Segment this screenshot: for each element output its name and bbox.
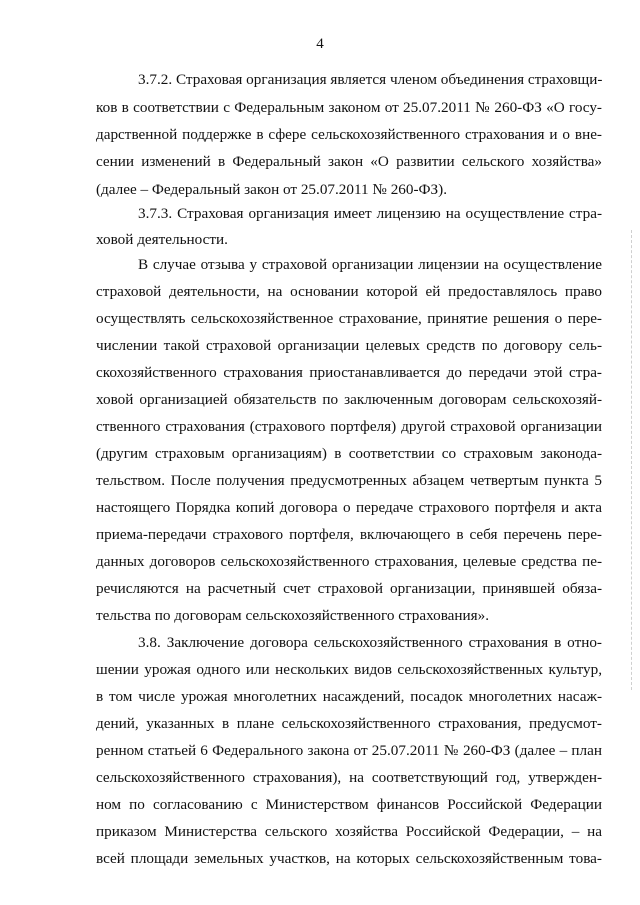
page-number: 4 xyxy=(316,36,324,52)
text-line: тельством. После получения предусмотренных абзацем четвертым пункта 5 xyxy=(96,472,602,489)
text-line: 3.8. Заключение договора сельскохозяйственного страхования в отно- xyxy=(138,634,602,651)
text-line: скохозяйственного страхования приостанавливается до передачи этой стра- xyxy=(96,364,602,381)
scan-edge-artifact xyxy=(630,230,632,690)
text-line: страховой деятельности, на основании которой ей предоставлялось право xyxy=(96,283,602,300)
text-line: приема-передачи страхового портфеля, включающего в себя перечень пере- xyxy=(96,526,602,543)
text-line: числении такой страховой организации целевых средств по договору сель- xyxy=(96,337,602,354)
text-line: (далее – Федеральный закон от 25.07.2011 № 260-ФЗ). xyxy=(96,181,448,198)
text-line: в том числе урожая многолетних насаждений, посадок многолетних насаж- xyxy=(96,688,602,705)
text-line: ном по согласованию с Министерством финансов Российской Федерации xyxy=(96,796,602,813)
text-line: речисляются на расчетный счет страховой организации, принявшей обяза- xyxy=(96,580,602,597)
text-line: тельства по договорам сельскохозяйственного страхования». xyxy=(96,607,490,624)
text-line: всей площади земельных участков, на которых сельскохозяйственным това- xyxy=(96,850,602,867)
text-line: шении урожая одного или нескольких видов сельскохозяйственных культур, xyxy=(96,661,602,678)
text-line: приказом Министерства сельского хозяйства Российской Федерации, – на xyxy=(96,823,602,840)
text-line: (другим страховым организациям) в соответствии со страховым законода- xyxy=(96,445,602,462)
text-line: 3.7.2. Страховая организация является членом объединения страховщи- xyxy=(138,71,603,88)
text-line: 3.7.3. Страховая организация имеет лицензию на осуществление стра- xyxy=(138,205,602,222)
text-line: ственного страхования (страхового портфеля) другой страховой организации xyxy=(96,418,602,435)
text-line: ренном статьей 6 Федерального закона от 25.07.2011 № 260-ФЗ (далее – план xyxy=(96,742,602,759)
text-line: осуществлять сельскохозяйственное страхование, принятие решения о пере- xyxy=(96,310,602,327)
text-line: дарственной поддержке в сфере сельскохозяйственного страхования и о вне- xyxy=(96,126,602,143)
text-line: сении изменений в Федеральный закон «О развитии сельского хозяйства» xyxy=(96,153,602,170)
text-line: дений, указанных в плане сельскохозяйственного страхования, предусмот- xyxy=(96,715,602,732)
text-line: настоящего Порядка копий договора о передаче страхового портфеля и акта xyxy=(96,499,602,516)
text-line: ков в соответствии с Федеральным законом от 25.07.2011 № 260-ФЗ «О госу- xyxy=(96,99,602,116)
text-line: В случае отзыва у страховой организации лицензии на осуществление xyxy=(138,256,602,273)
text-line: ховой организацией обязательств по заключенным договорам сельскохозяй- xyxy=(96,391,602,408)
text-line: сельскохозяйственного страхования), на соответствующий год, утвержден- xyxy=(96,769,602,786)
text-line: данных договоров сельскохозяйственного страхования, целевые средства пе- xyxy=(96,553,602,570)
text-line: ховой деятельности. xyxy=(96,231,228,248)
